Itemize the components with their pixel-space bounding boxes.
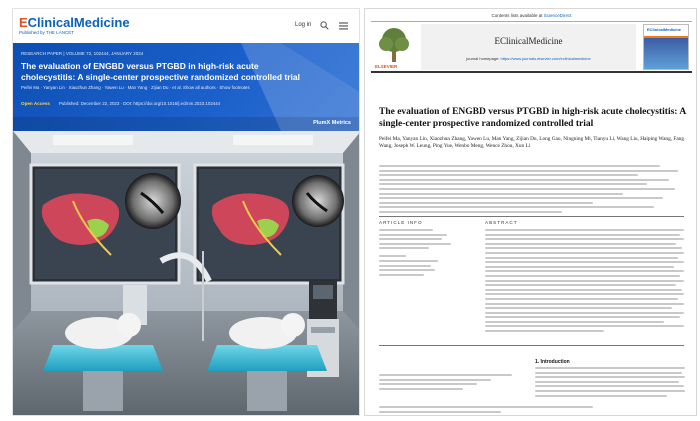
article-info-block	[379, 229, 469, 278]
article-authors[interactable]: Peifei Ma · Yanyan Lin · Xiaozhun Zhang · Yawen Lu · Man Yang · Zijian Du · et al. Show all authors · Show footnotes	[21, 85, 250, 90]
article-title: The evaluation of ENGBD versus PTGBD in high-risk acute cholecystitis: A single-center prospective randomized controlled trial	[21, 61, 300, 82]
affiliations-block	[379, 165, 684, 216]
introduction-heading: 1. Introduction	[535, 359, 570, 365]
graphical-abstract-image	[13, 131, 360, 416]
paper-authors: Peifei Ma, Yanyan Lin, Xiaozhun Zhang, Yawen Lu, Man Yang, Zijian Du, Long Gao, Ningning Mi, Tianyu Li, Wang Liu, Haiping Wang, Fang Wang, Joseph W. Leung, Ping Yue, Wenbo Meng, Wence Zhou, Xun Li	[379, 136, 684, 149]
contents-prefix: Contents lists available at	[491, 13, 543, 18]
journal-cover-thumbnail	[643, 24, 689, 70]
journal-header	[371, 21, 692, 73]
site-header	[13, 9, 359, 43]
plumx-metrics-link[interactable]: PlumX Metrics	[313, 120, 351, 126]
article-info-heading: ARTICLE INFO	[379, 220, 423, 225]
article-hero	[13, 43, 360, 131]
menu-icon[interactable]	[339, 22, 348, 30]
article-type-tag: RESEARCH PAPER | VOLUME 72, 102444, JANUARY 2024	[21, 51, 144, 56]
login-link[interactable]: Log in	[295, 22, 312, 28]
paper-first-page	[364, 8, 697, 416]
sciencedirect-link[interactable]: ScienceDirect	[543, 13, 572, 18]
abstract-body	[485, 229, 684, 335]
journal-homepage	[421, 56, 636, 61]
publisher-name: ELSEVIER	[375, 64, 398, 69]
introduction-body	[535, 367, 685, 399]
journal-logo[interactable]	[19, 15, 130, 30]
homepage-link[interactable]: https://www.journals.elsevier.com/eclinicalmedicine	[500, 56, 591, 61]
paper-title: The evaluation of ENGBD versus PTGBD in high-risk acute cholecystitis: A single-center prospective randomized controlled trial	[379, 107, 686, 129]
logo-clinical: Clinical	[27, 15, 74, 30]
page-footer	[379, 406, 684, 415]
section-rule-bottom	[379, 345, 684, 346]
search-icon[interactable]	[320, 21, 329, 30]
hero-footer-bar	[13, 117, 360, 131]
published-date[interactable]: Published: December 22, 2023 · DOI: https://doi.org/10.1016/j.eclinm.2023.102444	[59, 101, 221, 106]
section-rule-top	[379, 216, 684, 217]
abstract-heading: ABSTRACT	[485, 220, 518, 225]
journal-name: EClinicalMedicine	[494, 36, 563, 46]
publisher-line: Published by THE LANCET	[19, 30, 74, 35]
elsevier-tree-logo	[373, 26, 415, 64]
contents-line	[365, 13, 697, 18]
logo-e: E	[19, 15, 28, 30]
logo-medicine: Medicine	[73, 15, 130, 30]
cover-journal-label: EClinicalMedicine	[647, 27, 682, 32]
homepage-prefix: journal homepage:	[466, 56, 500, 61]
article-web-page	[12, 8, 360, 416]
journal-banner	[421, 24, 636, 70]
article-meta	[21, 99, 353, 109]
open-access-badge: Open Access	[21, 101, 50, 106]
footnotes-block	[379, 374, 519, 392]
